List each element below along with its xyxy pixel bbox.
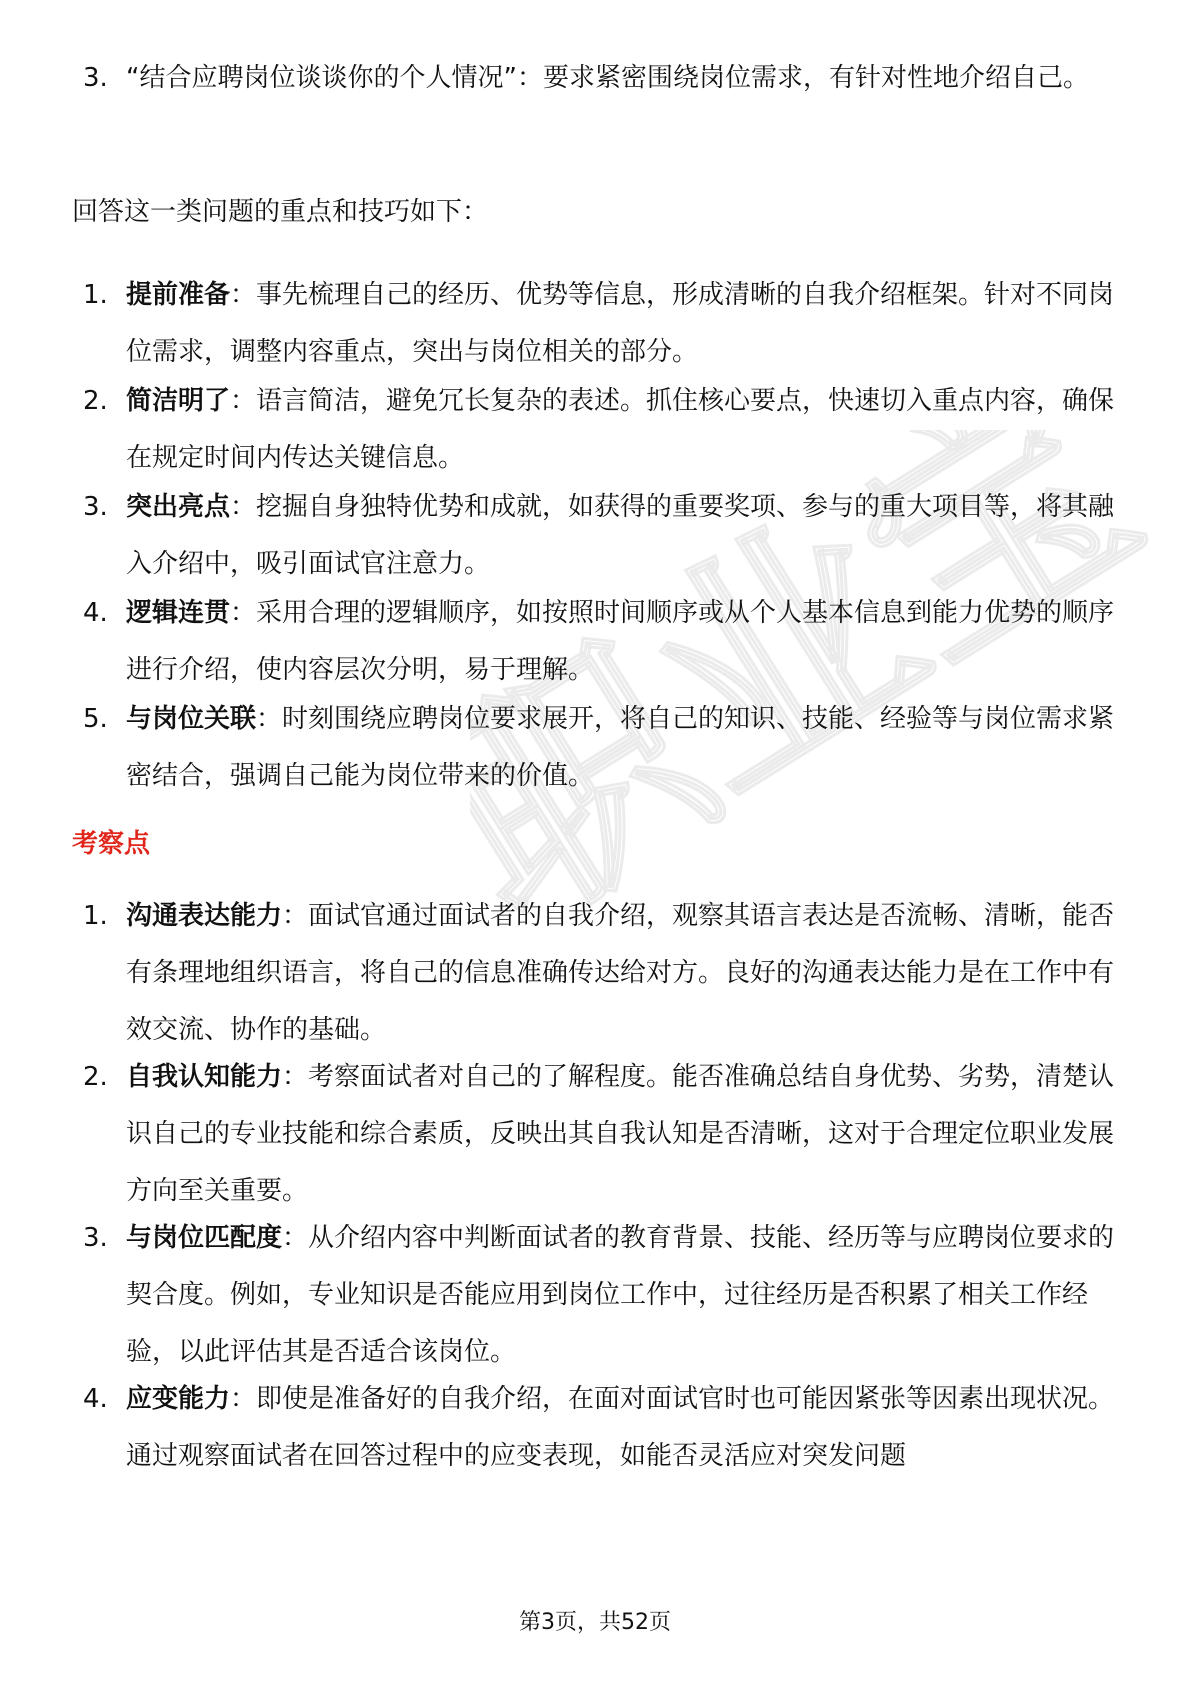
list-item-text <box>126 479 1116 593</box>
point-term: 应变能力 <box>126 1384 231 1414</box>
term-separator: ： <box>282 1223 309 1253</box>
term-separator: ： <box>230 386 257 416</box>
term-separator: ： <box>230 1384 257 1414</box>
point-description: 从介绍内容中判断面试者的教育背景、技能、经历等与应聘岗位要求的契合度。例如，专业知识是否能应用到岗位工作中，过往经历是否积累了相关工作经验，以此评估其是否适合该岗位。 <box>126 1223 1115 1367</box>
tip-term: 与岗位关联 <box>126 704 257 734</box>
list-number: 5. <box>83 704 108 734</box>
tip-description: 时刻围绕应聘岗位要求展开，将自己的知识、技能、经验等与岗位需求紧密结合，强调自己能为岗位带来的价值。 <box>126 704 1115 791</box>
tip-term: 突出亮点 <box>126 492 231 522</box>
point-description: 即使是准备好的自我介绍，在面对面试官时也可能因紧张等因素出现状况。通过观察面试者在回答过程中的应变表现，如能否灵活应对突发问题 <box>126 1384 1115 1471</box>
list-item-text <box>126 888 1116 1059</box>
tip-term: 简洁明了 <box>126 386 231 416</box>
list-item-text: “结合应聘岗位谈谈你的个人情况”：要求紧密围绕岗位需求，有针对性地介绍自己。 <box>126 63 1089 93</box>
section-title: 考察点 <box>72 829 151 859</box>
tip-item-5 <box>83 691 1113 805</box>
tip-description: 挖掘自身独特优势和成就，如获得的重要奖项、参与的重大项目等，将其融入介绍中，吸引面试官注意力。 <box>126 492 1115 579</box>
list-item-text <box>126 267 1116 381</box>
tip-term: 逻辑连贯 <box>126 598 231 628</box>
tip-term: 提前准备 <box>126 280 231 310</box>
term-separator: ： <box>282 1062 309 1092</box>
list-item-text <box>126 373 1116 487</box>
list-item-text <box>126 1210 1116 1381</box>
term-separator: ： <box>230 598 257 628</box>
tip-item-1 <box>83 267 1113 381</box>
list-number: 2. <box>83 1062 108 1092</box>
list-item-text <box>126 1371 1116 1485</box>
list-number: 3. <box>83 63 108 93</box>
list-number: 2. <box>83 386 108 416</box>
term-separator: ： <box>256 704 283 734</box>
point-description: 考察面试者对自己的了解程度。能否准确总结自身优势、劣势，清楚认识自己的专业技能和综合素质，反映出其自我认知是否清晰，这对于合理定位职业发展方向至关重要。 <box>126 1062 1115 1206</box>
point-term: 自我认知能力 <box>126 1062 283 1092</box>
intro-list-item <box>83 50 1113 107</box>
list-number: 4. <box>83 1384 108 1414</box>
point-term: 与岗位匹配度 <box>126 1223 283 1253</box>
point-item-2 <box>83 1049 1113 1220</box>
point-description: 面试官通过面试者的自我介绍，观察其语言表达是否流畅、清晰，能否有条理地组织语言，将自己的信息准确传达给对方。良好的沟通表达能力是在工作中有效交流、协作的基础。 <box>126 901 1115 1045</box>
list-item-text <box>126 1049 1116 1220</box>
tip-item-2 <box>83 373 1113 487</box>
tip-item-3 <box>83 479 1113 593</box>
point-term: 沟通表达能力 <box>126 901 283 931</box>
point-item-1 <box>83 888 1113 1059</box>
page-footer: 第3页，共52页 <box>519 1610 671 1635</box>
tip-item-4 <box>83 585 1113 699</box>
list-item-text <box>126 691 1116 805</box>
term-separator: ： <box>282 901 309 931</box>
term-separator: ： <box>230 492 257 522</box>
point-item-3 <box>83 1210 1113 1381</box>
list-number: 3. <box>83 1223 108 1253</box>
tip-description: 事先梳理自己的经历、优势等信息，形成清晰的自我介绍框架。针对不同岗位需求，调整内容重点，突出与岗位相关的部分。 <box>126 280 1115 367</box>
point-item-4 <box>83 1371 1113 1485</box>
tip-description: 采用合理的逻辑顺序，如按照时间顺序或从个人基本信息到能力优势的顺序进行介绍，使内容层次分明，易于理解。 <box>126 598 1115 685</box>
list-number: 1. <box>83 280 108 310</box>
term-separator: ： <box>230 280 257 310</box>
list-item-text <box>126 585 1116 699</box>
list-number: 4. <box>83 598 108 628</box>
tips-heading: 回答这一类问题的重点和技巧如下： <box>72 197 489 227</box>
tip-description: 语言简洁，避免冗长复杂的表述。抓住核心要点，快速切入重点内容，确保在规定时间内传达关键信息。 <box>126 386 1115 473</box>
list-number: 3. <box>83 492 108 522</box>
list-number: 1. <box>83 901 108 931</box>
watermark-text: 职业宝 <box>470 430 1170 976</box>
